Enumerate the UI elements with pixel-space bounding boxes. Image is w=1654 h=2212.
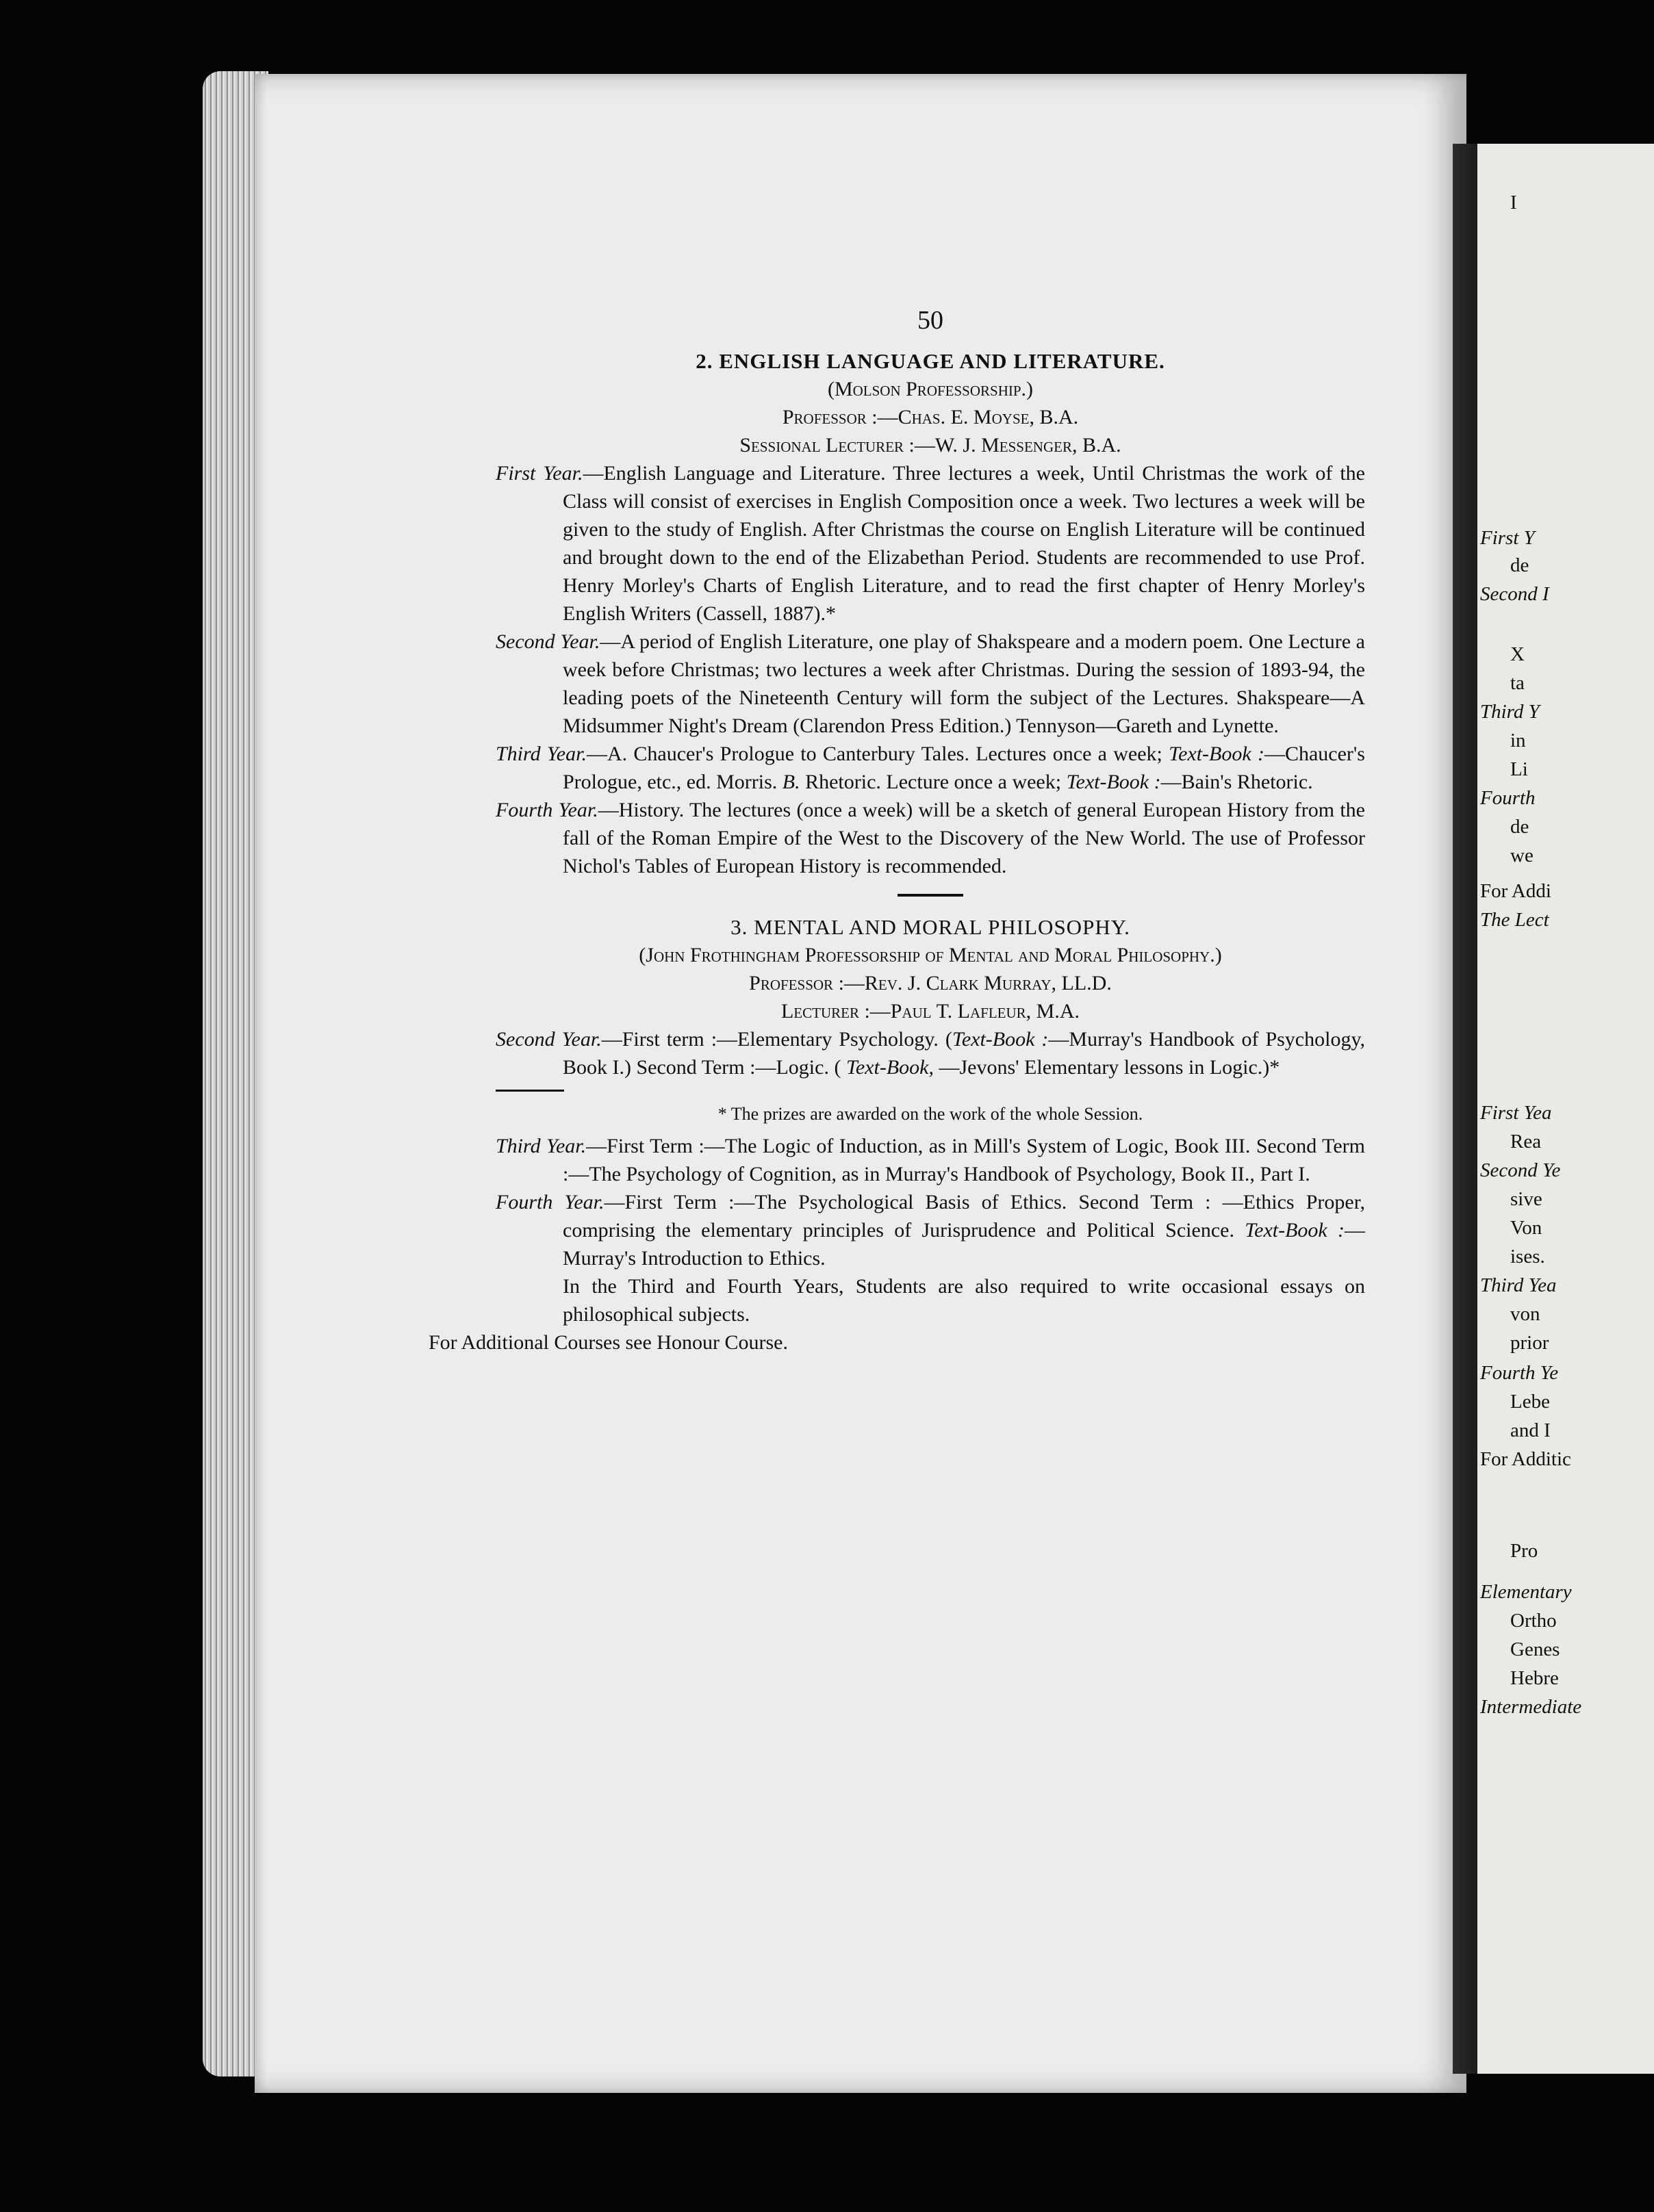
textbook-label: Text-Book : [1066,771,1161,793]
rp-line: sive [1510,1188,1542,1210]
year-label: Third Year. [496,743,587,765]
rp-line: Ortho [1510,1610,1557,1632]
rp-line: von [1510,1303,1540,1325]
section-subtitle: (John Frothingham Professorship of Mental and Moral Philosophy.) [639,944,1222,966]
rp-line: Li [1510,758,1528,780]
course-entry [496,1025,1365,1081]
course-entry [496,1188,1365,1272]
course-entry [496,1132,1365,1188]
year-label: First Year. [496,462,583,485]
course-entry [496,628,1365,740]
rp-line: we [1510,845,1534,866]
entry-text: —First term :—Elementary Psychology. ( [601,1028,952,1051]
year-label: Fourth Year. [496,799,598,821]
rp-line: ta [1510,672,1525,694]
essay-note: In the Third and Fourth Years, Students are also required to write occasional essays on philosophical subjects. [563,1275,1365,1326]
rp-line: I [1510,192,1517,214]
year-label: Second Year. [496,1028,602,1051]
rp-line: ises. [1510,1246,1545,1268]
rp-line: in [1510,730,1526,751]
entry-text: Rhetoric. Lecture once a week; [800,771,1067,793]
entry-text: —Chaucer's Prologue, etc., ed. Morris. [563,743,1365,793]
rp-line: The Lect [1480,909,1549,931]
rp-line: First Y [1480,527,1535,549]
entry-text: —First Term :—The Psychological Basis of Ethics. Second Term : —Ethics Proper, comprising the elementary principles of Jurisprudence and Political Science. [563,1191,1365,1242]
course-entry [496,796,1365,880]
rp-line: Von [1510,1217,1542,1239]
lecturer-line: Sessional Lecturer :—W. J. Messenger, B.A. [739,434,1121,456]
course-entry [496,740,1365,796]
additional-courses: For Additional Courses see Honour Course. [429,1331,788,1354]
rp-line: First Yea [1480,1102,1552,1124]
entry-text: —A. Chaucer's Prologue to Canterbury Tales. Lectures once a week; [586,743,1169,765]
rp-line: de [1510,816,1529,838]
page-number: 50 [917,306,943,335]
entry-text: —First Term :—The Logic of Induction, as in Mill's System of Logic, Book III. Second Term :—The Psychology of Cognition, as in Murray's Handbook of Psychology, Book II., Part I. [563,1135,1365,1185]
entry-text: —A period of English Literature, one play of Shakspeare and a modern poem. One Lecture a week before Christmas; two lectures a week after Christmas. During the session of 1893-94, the leading poets of the Nineteenth Century will form the subject of the Lectures. Shakspeare—A Midsummer Night's Dream (Clarendon Press Edition.) Tennyson—Gareth and Lynette. [563,630,1365,737]
year-label: Second Year. [496,630,600,653]
textbook-label: Text-Book : [952,1028,1049,1051]
rp-line: X [1510,643,1525,665]
rp-line: Intermediate [1480,1696,1582,1718]
section-title: 2. ENGLISH LANGUAGE AND LITERATURE. [696,349,1165,373]
section-divider [898,894,963,897]
entry-text: —Jevons' Elementary lessons in Logic.)* [933,1056,1280,1079]
section-title: 3. MENTAL AND MORAL PHILOSOPHY. [730,915,1130,939]
right-page-fragment [1477,144,1654,2074]
footnote-block [496,1090,1365,1128]
rp-line: Rea [1510,1131,1542,1153]
entry-text: —History. The lectures (once a week) will be a sketch of general European History from the fall of the Roman Empire of the West to the Discovery of the New World. The use of Professor Nichol's Tables of European History is recommended. [563,799,1365,877]
rp-line: Second Ye [1480,1159,1561,1181]
entry-text: —Bain's Rhetoric. [1160,771,1313,793]
rp-line: Second I [1480,583,1549,605]
rp-line: prior [1510,1332,1549,1354]
entry-text: —Murray's Introduction to Ethics. [563,1219,1365,1270]
rp-line: Fourth Ye [1480,1362,1559,1384]
footnote: * The prizes are awarded on the work of the whole Session. [717,1104,1143,1124]
item-letter: B. [782,771,800,793]
rp-line: For Addi [1480,880,1551,902]
entry-text: —English Language and Literature. Three lectures a week, Until Christmas the work of the Class will consist of exercises in English Composition once a week. Two lectures a week will be given to the study of English. After Christmas the course on English Literature will be continued and brought down to the end of the Elizabethan Period. Students are recommended to use Prof. Henry Morley's Charts of English Literature, and to read the first chapter of Henry Morley's English Writers (Cassell, 1887).* [563,462,1365,625]
textbook-label: Text-Book, [845,1056,934,1079]
rp-line: Lebe [1510,1391,1550,1413]
rp-line: For Additic [1480,1448,1571,1470]
rp-line: and I [1510,1419,1551,1441]
rp-line: Pro [1510,1540,1538,1562]
section-subtitle: (Molson Professorship.) [827,378,1034,400]
textbook-label: Text-Book : [1245,1219,1345,1242]
rp-line: Fourth [1480,787,1536,809]
rp-line: de [1510,554,1529,576]
professor-line: Professor :—Rev. J. Clark Murray, LL.D. [749,972,1112,994]
rp-line: Third Y [1480,701,1540,723]
page-content [429,306,1365,1356]
footnote-rule [496,1090,564,1092]
rp-line: Third Yea [1480,1274,1557,1296]
lecturer-line: Lecturer :—Paul T. Lafleur, M.A. [780,1000,1080,1023]
year-label: Fourth Year. [496,1191,605,1213]
course-entry [496,459,1365,628]
entry-text: —Murray's Handbook of Psychology, Book I.) Second Term :—Logic. ( [563,1028,1365,1079]
rp-line: Hebre [1510,1667,1559,1689]
rp-line: Genes [1510,1638,1560,1660]
year-label: Third Year. [496,1135,587,1157]
textbook-label: Text-Book : [1169,743,1264,765]
rp-line: Elementary [1480,1581,1572,1603]
professor-line: Professor :—Chas. E. Moyse, B.A. [782,406,1079,428]
